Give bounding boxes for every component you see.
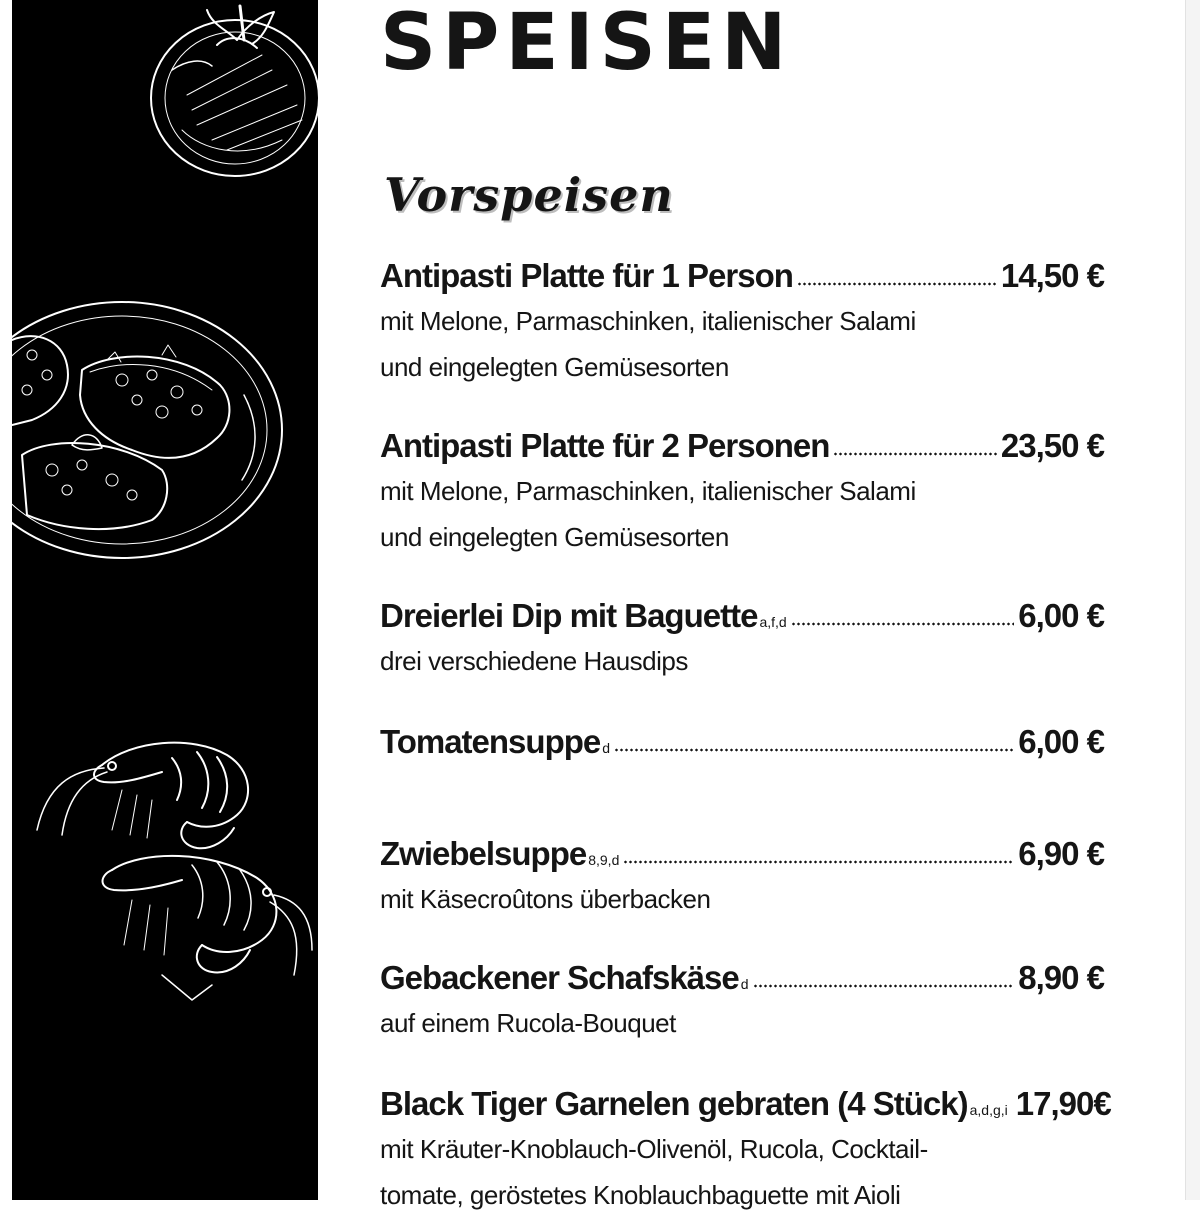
page-title: SPEISEN — [380, 0, 793, 88]
menu-item — [380, 256, 1104, 390]
menu-item-name: Antipasti Platte für 1 Person — [380, 257, 793, 294]
menu-item-title-line — [380, 426, 1104, 466]
menu-item — [380, 426, 1104, 560]
dot-leader — [791, 622, 1015, 626]
menu-item-description — [380, 1126, 1096, 1218]
menu-item — [380, 834, 1104, 922]
description-line: drei verschiedene Hausdips — [380, 646, 688, 676]
menu-item-title-line — [380, 1084, 1111, 1124]
description-line: mit Melone, Parmaschinken, italienischer Salami — [380, 306, 916, 336]
menu-item-price: 14,50 € — [1000, 257, 1104, 294]
menu-item-name: Black Tiger Garnelen gebraten (4 Stück) — [380, 1085, 968, 1122]
menu-item-title-line — [380, 256, 1104, 296]
menu-item — [380, 958, 1104, 1046]
menu-item-price: 17,90€ — [1015, 1085, 1111, 1122]
menu-item-name: Antipasti Platte für 2 Personen — [380, 427, 830, 464]
dot-leader — [797, 282, 997, 286]
menu-item — [380, 722, 1104, 762]
shrimp-icon — [37, 743, 312, 1000]
menu-item-title-line — [380, 958, 1104, 998]
sidebar-illustrations — [12, 0, 318, 1200]
dot-leader — [623, 860, 1014, 864]
menu-item-description — [380, 638, 1104, 684]
menu-item-price: 6,00 € — [1018, 723, 1104, 760]
section-title-vorspeisen: Vorspeisen — [384, 168, 674, 222]
description-line: auf einem Rucola-Bouquet — [380, 1008, 676, 1038]
dot-leader — [833, 452, 996, 456]
dot-leader — [753, 984, 1015, 988]
allergen-codes: a,d,g,i — [969, 1102, 1008, 1118]
description-line: mit Kräuter-Knoblauch-Olivenöl, Rucola, Cocktail- — [380, 1134, 928, 1164]
page-margin-left — [0, 0, 12, 1200]
allergen-codes: d — [602, 740, 611, 756]
tomato-icon — [151, 6, 318, 176]
menu-item — [380, 1084, 1111, 1218]
menu-item-title-line — [380, 596, 1104, 636]
menu-item-description — [380, 876, 1104, 922]
menu-item-name: Zwiebelsuppe — [380, 835, 587, 872]
menu-item-name: Gebackener Schafskäse — [380, 959, 739, 996]
menu-item-name: Dreierlei Dip mit Baguette — [380, 597, 758, 634]
menu-item-price: 8,90 € — [1018, 959, 1104, 996]
menu-item — [380, 596, 1104, 684]
menu-item-name: Tomatensuppe — [380, 723, 601, 760]
menu-item-price: 6,90 € — [1018, 835, 1104, 872]
description-line: tomate, geröstetes Knoblauchbaguette mit Aioli — [380, 1180, 901, 1210]
description-line: und eingelegten Gemüsesorten — [380, 352, 729, 382]
allergen-codes: a,f,d — [759, 614, 787, 630]
page-margin-right — [1185, 0, 1200, 1200]
menu-item-title-line — [380, 722, 1104, 762]
menu-item-description — [380, 468, 1104, 560]
description-line: mit Käsecroûtons überbacken — [380, 884, 711, 914]
menu-item-price: 23,50 € — [1000, 427, 1104, 464]
allergen-codes: 8,9,d — [588, 852, 620, 868]
menu-item-description — [380, 1000, 1104, 1046]
bruschetta-plate-icon — [12, 302, 282, 558]
dot-leader — [614, 748, 1014, 752]
allergen-codes: d — [740, 976, 749, 992]
description-line: und eingelegten Gemüsesorten — [380, 522, 729, 552]
illustration-sidebar — [12, 0, 318, 1200]
menu-item-title-line — [380, 834, 1104, 874]
menu-item-price: 6,00 € — [1018, 597, 1104, 634]
description-line: mit Melone, Parmaschinken, italienischer Salami — [380, 476, 916, 506]
menu-item-description — [380, 298, 1104, 390]
